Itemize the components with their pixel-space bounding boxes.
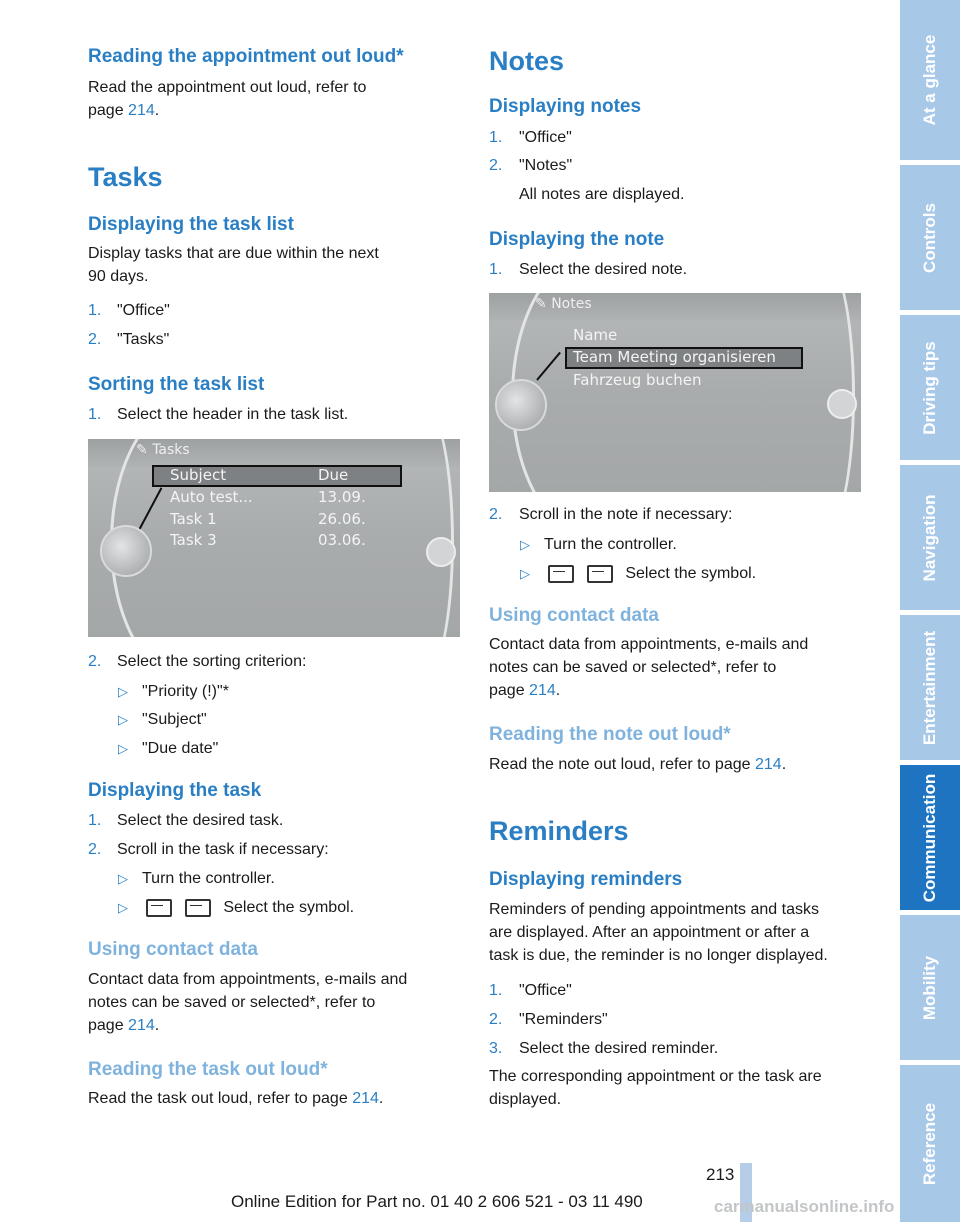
table-row: Task 1 [170,510,217,528]
tasks-screen-image [88,439,460,637]
list-item: ▷ Turn the controller. [118,870,275,887]
notes-screen-image [489,293,861,492]
list-item: 3. Select the desired reminder. [489,1040,719,1057]
contact-data-text-line2: notes can be saved or selected*, refer to [88,994,376,1011]
list-item: ▷ "Due date" [118,740,219,757]
display-notes-heading: Displaying notes [489,96,642,117]
final-text-line2: displayed. [489,1091,562,1108]
watermark: carmanualsonline.info [714,1197,895,1216]
triangle-bullet-icon: ▷ [118,871,128,886]
edition-text: Online Edition for Part no. 01 40 2 606 521 - 03 11 490 [231,1192,643,1211]
display-task-list-heading: Displaying the task list [88,214,294,235]
notepad-icon: ✎ [136,442,148,458]
read-appointment-text-line2: page 214. [88,102,160,119]
list-item: 1. Select the desired task. [88,812,284,829]
contact-data-text-line3: page 214. [88,1017,160,1034]
contact-data-text-line2: notes can be saved or selected*, refer to [489,659,777,676]
final-text: The corresponding appointment or the task are [489,1068,822,1085]
tab-mobility[interactable]: Mobility [900,915,960,1060]
page-number: 213 [706,1165,735,1184]
triangle-bullet-icon: ▷ [520,537,530,552]
scroll-back-icon [548,565,574,583]
contact-data-text: Contact data from appointments, e-mails and [489,636,809,653]
page-link[interactable]: 214 [529,682,556,699]
read-appointment-text: Read the appointment out loud, refer to [88,79,367,96]
tab-controls[interactable]: Controls [900,165,960,310]
list-item: 2. Select the sorting criterion: [88,653,307,670]
tab-at-a-glance[interactable]: At a glance [900,0,960,160]
display-task-list-text: Display tasks that are due within the next [88,245,379,262]
page-link[interactable]: 214 [754,756,782,773]
list-item: ▷ Select the symbol. [118,899,355,916]
reminders-text: Reminders of pending appointments and tasks [489,901,819,918]
table-row: 13.09. [318,488,366,506]
side-button [827,389,857,419]
triangle-bullet-icon: ▷ [118,684,128,699]
scroll-forward-icon [587,565,613,583]
column-header-name: Name [573,326,618,344]
read-note-text: Read the note out loud, refer to page 214. [489,756,787,773]
tasks-title: Tasks [88,162,163,192]
list-item: 1. Select the header in the task list. [88,406,349,423]
page-link[interactable]: 214 [128,102,155,119]
display-task-heading: Displaying the task [88,780,262,801]
list-item: 1. Select the desired note. [489,261,688,278]
list-item: 1. "Office" [489,982,572,999]
scroll-back-icon [146,899,172,917]
notepad-icon: ✎ [535,296,547,312]
reminders-text-line3: task is due, the reminder is no longer displayed. [489,947,828,964]
list-item: ▷ "Subject" [118,711,207,728]
triangle-bullet-icon: ▷ [118,900,128,915]
scroll-forward-icon [185,899,211,917]
table-row: 03.06. [318,531,366,549]
table-row: Auto test... [170,488,253,506]
list-item: 2. "Notes" [489,157,573,174]
contact-data-heading: Using contact data [88,939,258,960]
side-button [426,537,456,567]
notes-title: Notes [489,46,565,76]
page-link[interactable]: 214 [352,1090,379,1107]
chapter-tabs [900,0,960,1222]
page-link[interactable]: 214 [128,1017,155,1034]
tab-reference[interactable]: Reference [900,1065,960,1222]
list-item: ▷ "Priority (!)"* [118,683,229,700]
read-note-heading: Reading the note out loud* [489,724,731,745]
list-item: Fahrzeug buchen [573,371,702,389]
reminders-title: Reminders [489,816,629,846]
read-task-heading: Reading the task out loud* [88,1059,328,1080]
contact-data-text: Contact data from appointments, e-mails and [88,971,408,988]
tab-navigation[interactable]: Navigation [900,465,960,610]
tab-driving-tips[interactable]: Driving tips [900,315,960,460]
list-item: ▷ Turn the controller. [520,536,677,553]
list-item: 2. "Reminders" [489,1011,608,1028]
contact-data-text-line3: page 214. [489,682,561,699]
table-row: Task 3 [170,531,217,549]
list-item: 2. "Tasks" [88,331,170,348]
display-task-list-text-line2: 90 days. [88,268,149,285]
column-header-subject: Subject [170,466,227,484]
list-item: 1. "Office" [489,129,572,146]
controller-knob [495,379,547,431]
tab-entertainment[interactable]: Entertainment [900,615,960,760]
sort-task-list-heading: Sorting the task list [88,374,265,395]
screen-title: ✎ Notes [535,296,592,312]
tab-communication[interactable]: Communication [900,765,960,910]
screen-title: ✎ Tasks [136,442,190,458]
controller-knob [100,525,152,577]
notes-sub-text: All notes are displayed. [519,186,685,203]
read-appointment-heading: Reading the appointment out loud* [88,46,404,67]
list-item: 2. Scroll in the note if necessary: [489,506,733,523]
triangle-bullet-icon: ▷ [118,741,128,756]
display-reminders-heading: Displaying reminders [489,869,683,890]
triangle-bullet-icon: ▷ [118,712,128,727]
display-note-heading: Displaying the note [489,229,665,250]
triangle-bullet-icon: ▷ [520,566,530,581]
list-item: ▷ Select the symbol. [520,565,757,582]
table-row: 26.06. [318,510,366,528]
list-item: 1. "Office" [88,302,170,319]
reminders-text-line2: are displayed. After an appointment or after a [489,924,810,941]
list-item: 2. Scroll in the task if necessary: [88,841,329,858]
list-item: Team Meeting organisieren [573,348,776,366]
contact-data-heading: Using contact data [489,605,659,626]
read-task-text: Read the task out loud, refer to page 214. [88,1090,384,1107]
column-header-due: Due [318,466,349,484]
